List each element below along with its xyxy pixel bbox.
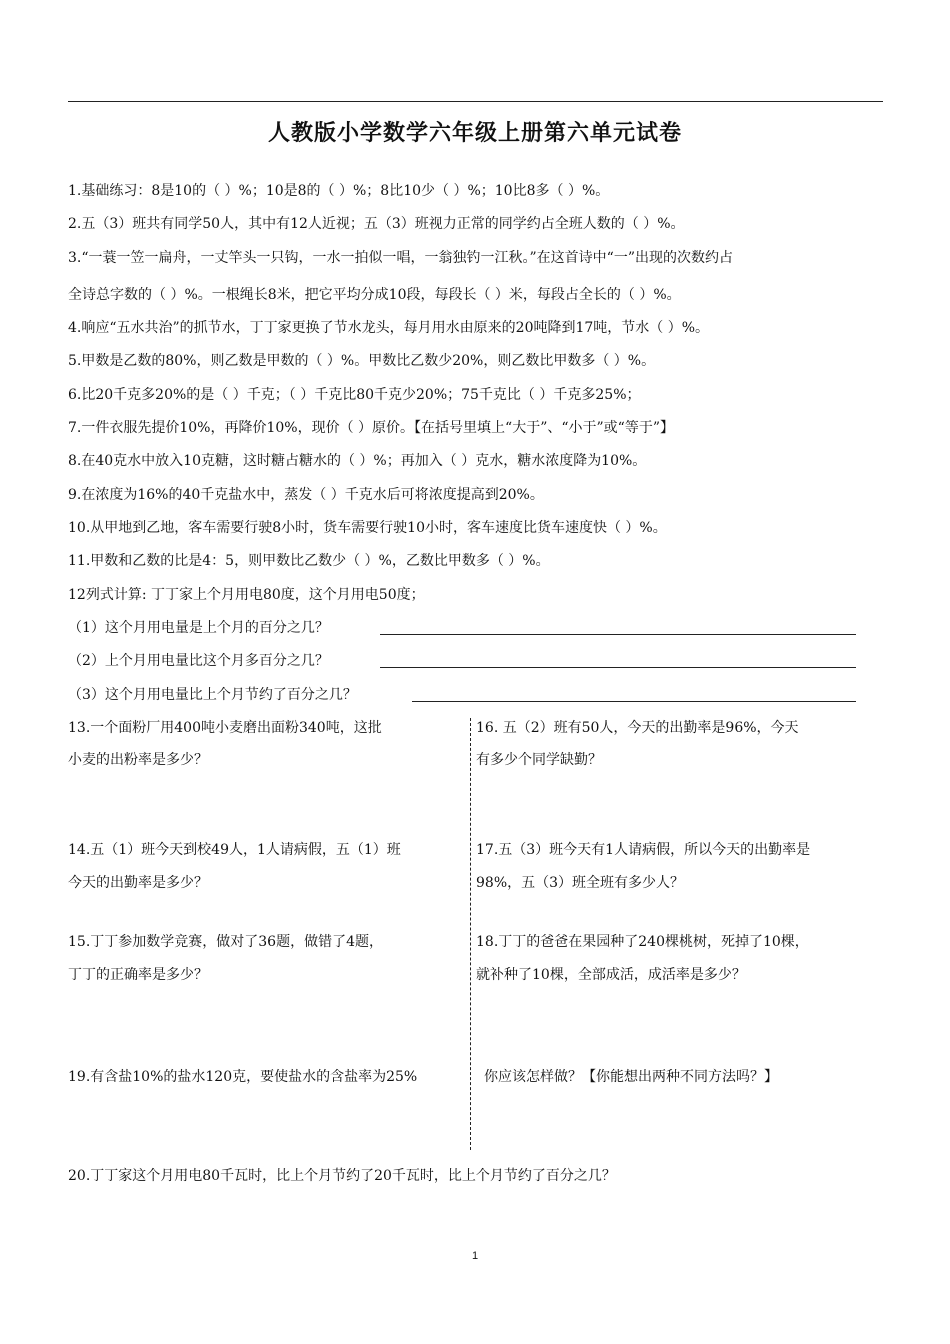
question-9: 9.在浓度为16%的40千克盐水中，蒸发（ ）千克水后可将浓度提高到20%。 [68, 487, 544, 503]
question-7: 7.一件衣服先提价10%，再降价10%，现价（ ）原价。【在括号里填上“大于”、“小于”或“等于”】 [68, 420, 674, 436]
answer-line-12-2[interactable] [380, 667, 856, 668]
question-5: 5.甲数是乙数的80%，则乙数是甲数的（ ）%。甲数比乙数少20%，则乙数比甲数多（ ）%。 [68, 353, 656, 369]
question-12-part-3: （3）这个月用电量比上个月节约了百分之几？ [68, 687, 357, 703]
question-12: 12列式计算: 丁丁家上个月用电80度，这个月用电50度； [68, 587, 425, 603]
question-20: 20.丁丁家这个月用电80千瓦时，比上个月节约了20千瓦时，比上个月节约了百分之几？ [68, 1168, 616, 1184]
question-17-line-1: 17.五（3）班今天有1人请病假，所以今天的出勤率是 [476, 842, 811, 858]
question-8: 8.在40克水中放入10克糖，这时糖占糖水的（ ）%；再加入（ ）克水，糖水浓度降为10%。 [68, 453, 647, 469]
question-14-line-2: 今天的出勤率是多少？ [68, 875, 208, 891]
question-6: 6.比20千克多20%的是（ ）千克；（ ）千克比80千克少20%；75千克比（ ）千克多25%； [68, 387, 641, 403]
question-16-line-1: 16. 五（2）班有50人，今天的出勤率是96%，今天 [476, 720, 799, 736]
question-14-line-1: 14.五（1）班今天到校49人，1人请病假，五（1）班 [68, 842, 401, 858]
page-title: 人教版小学数学六年级上册第六单元试卷 [267, 121, 682, 146]
question-19-line-2: 你应该怎样做？【你能想出两种不同方法吗？】 [484, 1069, 778, 1085]
question-15-line-1: 15.丁丁参加数学竞赛，做对了36题，做错了4题， [68, 934, 383, 950]
question-12-part-1: （1）这个月用电量是上个月的百分之几？ [68, 620, 329, 636]
question-10: 10.从甲地到乙地，客车需要行驶8小时，货车需要行驶10小时，客车速度比货车速度快（ ）%。 [68, 520, 667, 536]
answer-line-12-3[interactable] [412, 701, 856, 702]
answer-line-12-1[interactable] [380, 634, 856, 635]
question-13-line-1: 13.一个面粉厂用400吨小麦磨出面粉340吨，这批 [68, 720, 382, 736]
question-11: 11.甲数和乙数的比是4：5，则甲数比乙数少（ ）%，乙数比甲数多（ ）%。 [68, 553, 550, 569]
question-18-line-1: 18.丁丁的爸爸在果园种了240棵桃树，死掉了10棵， [476, 934, 809, 950]
question-19-line-1: 19.有含盐10%的盐水120克，要使盐水的含盐率为25% [68, 1069, 418, 1085]
top-rule [68, 101, 883, 102]
question-18-line-2: 就补种了10棵，全部成活，成活率是多少？ [476, 967, 746, 983]
question-16-line-2: 有多少个同学缺勤？ [476, 752, 602, 768]
question-3-line-2: 全诗总字数的（ ）%。一根绳长8米，把它平均分成10段，每段长（ ）米，每段占全长的（ ）%。 [68, 287, 681, 303]
question-4: 4.响应“五水共治”的抓节水，丁丁家更换了节水龙头，每月用水由原来的20吨降到17吨，节水（ ）%。 [68, 320, 710, 336]
question-3-line-1: 3.“一蓑一笠一扁舟，一丈竿头一只钩，一水一拍似一唱，一翁独钓一江秋。”在这首诗中“一”出现的次数约占 [68, 250, 733, 266]
question-12-part-2: （2）上个月用电量比这个月多百分之几？ [68, 653, 329, 669]
question-15-line-2: 丁丁的正确率是多少？ [68, 967, 208, 983]
question-13-line-2: 小麦的出粉率是多少？ [68, 752, 208, 768]
question-17-line-2: 98%，五（3）班全班有多少人？ [476, 875, 685, 891]
question-1: 1.基础练习：8是10的（ ）%；10是8的（ ）%；8比10少（ ）%；10比8多（ ）%。 [68, 183, 610, 199]
question-2: 2.五（3）班共有同学50人，其中有12人近视；五（3）班视力正常的同学约占全班人数的（ ）%。 [68, 216, 685, 232]
page-number: 1 [471, 1250, 479, 1262]
column-divider [470, 718, 471, 1150]
